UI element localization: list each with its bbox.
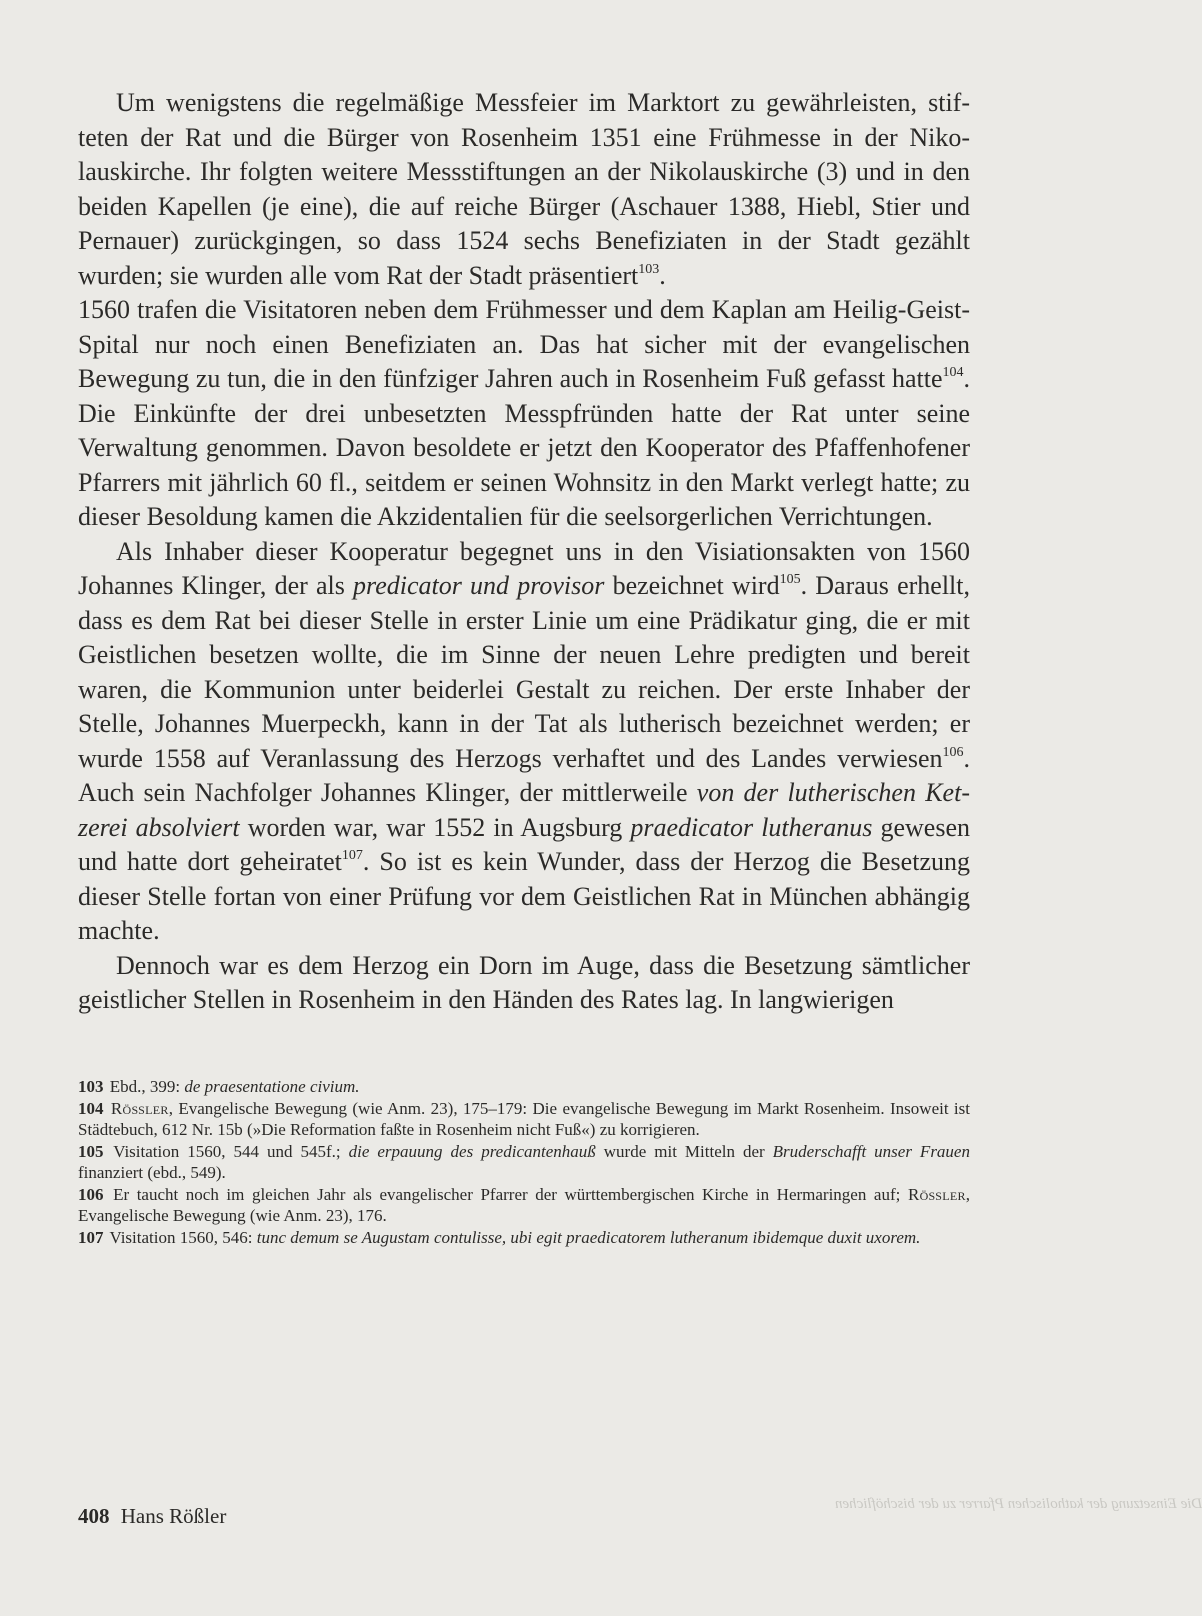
footnote-number: 105 <box>78 1141 104 1161</box>
running-author: Hans Rößler <box>120 1504 227 1528</box>
italic-phrase: de praesentatione civium. <box>184 1077 360 1096</box>
author-name: Rößler <box>110 1098 169 1118</box>
footnote-106 <box>78 1184 970 1227</box>
text-run: Um wenigstens die regelmäßige Messfeier im Marktort zu gewährleisten, stifteten der Rat und die Bürger von Rosenheim 1351 eine Frühmesse in der Nikolauskirche. Ihr folgten weitere Messstiftungen an der Nikolauskirche (3) und in den beiden Kapellen (je eine), die auf reiche Bürger (Aschauer 1388, Hiebl, Stier und Pernauer) zurückgingen, so dass 1524 sechs Benefiziaten in der Stadt gezählt wurden; sie wurden alle vom Rat der Stadt präsentiert <box>78 88 970 290</box>
text-run: , Evangelische Bewegung (wie Anm. 23), 176. <box>78 1184 971 1225</box>
text-run: Ebd., 399: <box>109 1077 185 1096</box>
text-run: . Auch sein Nachfolger Johannes Klinger, der mittlerweile <box>78 743 970 807</box>
text-run: wurde mit Mitteln der <box>595 1141 773 1161</box>
italic-phrase: die erpauung des predicantenhauß <box>348 1141 596 1161</box>
footnote-104 <box>78 1098 970 1141</box>
italic-phrase: tunc demum se Augustam contulisse, ubi egit praedicatorem lutheranum ibidemque duxit uxorem. <box>256 1227 921 1247</box>
footnote-ref: 105 <box>779 572 801 587</box>
text-run: bezeichnet wird <box>604 571 780 600</box>
footnote-number: 107 <box>78 1227 104 1247</box>
main-text <box>78 86 970 1018</box>
footnote-ref: 107 <box>341 848 363 863</box>
page-number: 408 <box>78 1504 110 1528</box>
bleed-through-text: Die Einsetzung der katholischen Pfarrer zu der bischöflichen <box>835 1496 1202 1512</box>
footnote-103 <box>78 1076 970 1098</box>
footnote-107 <box>78 1227 970 1249</box>
footnote-number: 104 <box>78 1098 104 1118</box>
footnote-105 <box>78 1141 970 1184</box>
text-run: , Evangelische Bewegung (wie Anm. 23), 175–179: Die evangelische Bewegung im Markt Rosenheim. Insoweit ist Städtebuch, 612 Nr. 15b (»Die Reformation faßte in Rosenheim nicht Fuß«) zu korrigieren. <box>78 1098 970 1139</box>
text-run: Visitation 1560, 544 und 545f.; <box>113 1141 349 1161</box>
footnote-number: 106 <box>78 1184 104 1204</box>
footnote-ref: 104 <box>942 365 964 380</box>
text-run: . <box>659 260 666 290</box>
paragraph-p1 <box>78 86 970 293</box>
text-run: 1560 trafen die Visitatoren neben dem Frühmesser und dem Kaplan am Heilig-Geist-Spital nur noch einen Benefiziaten an. Das hat sicher mit der evangelischen Bewegung zu tun, die in den fünfziger Jahren auch in Rosenheim Fuß gefasst hatte <box>78 295 970 393</box>
text-run: . So ist es kein Wunder, dass der Herzog die Besetzung dieser Stelle fortan von einer Prüfung vor dem Geistlichen Rat in München abhängig machte. <box>78 847 970 945</box>
italic-phrase: Bruderschafft unser Frauen <box>772 1141 970 1161</box>
text-run: Er taucht noch im gleichen Jahr als evangelischer Pfarrer der württembergischen Kirche in Hermaringen auf; <box>113 1184 908 1204</box>
paragraph-p2 <box>78 293 970 535</box>
italic-phrase: praedicator lutheranus <box>630 812 873 842</box>
text-run: Als Inhaber dieser Kooperatur begegnet uns in den Visiationsakten von 1560 Johannes Klinger, der als <box>78 536 970 600</box>
text-run: finanziert (ebd., 549). <box>78 1163 226 1182</box>
text-run: Visitation 1560, 546: <box>109 1227 257 1247</box>
footnote-ref: 103 <box>638 261 660 277</box>
text-run: gewesen und hatte dort geheiratet <box>78 812 971 876</box>
text-run: . Daraus erhellt, dass es dem Rat bei dieser Stelle in erster Linie um eine Prädikatur ging, die er mit Geistlichen besetzen wollte, die im Sinne der neuen Lehre predigten und bereit waren, die Kommunion unter beiderlei Gestalt zu reichen. Der erste Inhaber der Stelle, Johannes Muerpeckh, kann in der Tat als lutherisch bezeichnet werden; er wurde 1558 auf Veranlassung des Herzogs verhaftet und des Landes verwiesen <box>78 571 971 773</box>
italic-phrase: predicator und provisor <box>353 571 605 600</box>
footnote-ref: 106 <box>942 744 964 760</box>
text-run: worden war, war 1552 in Augsburg <box>239 812 631 842</box>
text-run: Dennoch war es dem Herzog ein Dorn im Auge, dass die Besetzung sämtlicher geistlicher Stellen in Rosenheim in den Händen des Rates lag. In langwierigen <box>78 950 970 1014</box>
page-footer <box>78 1503 226 1529</box>
paragraph-p4 <box>78 949 970 1018</box>
footnotes <box>78 1076 970 1248</box>
italic-phrase: von der lutherischen Ketzerei absolviert <box>78 778 970 842</box>
footnote-number: 103 <box>78 1077 104 1096</box>
paragraph-p3 <box>78 535 970 949</box>
text-run: . Die Einkünfte der drei unbesetzten Messpfründen hatte der Rat unter seine Verwaltung genommen. Davon besoldete er jetzt den Kooperator des Pfaffenhofener Pfarrers mit jährlich 60 fl., seitdem er seinen Wohnsitz in den Markt verlegt hatte; zu dieser Besoldung kamen die Akzidentalien für die seelsorgerlichen Verrichtungen. <box>78 364 970 531</box>
author-name: Rößler <box>907 1184 966 1204</box>
